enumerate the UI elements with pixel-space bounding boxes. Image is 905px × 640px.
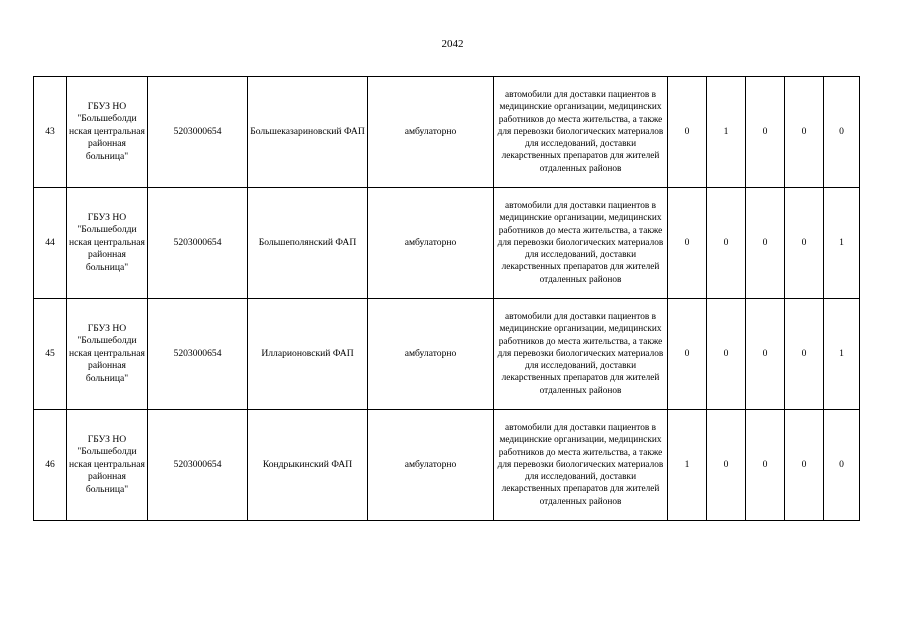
value-cell-3: 0 xyxy=(746,188,785,299)
code-cell: 5203000654 xyxy=(148,188,248,299)
value-cell-4: 0 xyxy=(785,77,824,188)
organization-cell: ГБУЗ НО "Большеболди нская центральная районная больница" xyxy=(67,77,148,188)
value-cell-1: 0 xyxy=(668,188,707,299)
value-cell-3: 0 xyxy=(746,77,785,188)
value-cell-5: 1 xyxy=(824,188,860,299)
value-cell-2: 1 xyxy=(707,77,746,188)
table-row xyxy=(34,188,860,299)
unit-cell: Илларионовский ФАП xyxy=(248,299,368,410)
organization-cell: ГБУЗ НО "Большеболди нская центральная районная больница" xyxy=(67,188,148,299)
value-cell-3: 0 xyxy=(746,299,785,410)
care-type-cell: амбулаторно xyxy=(368,299,494,410)
value-cell-3: 0 xyxy=(746,410,785,521)
value-cell-5: 0 xyxy=(824,410,860,521)
table-row xyxy=(34,77,860,188)
organization-cell: ГБУЗ НО "Большеболди нская центральная районная больница" xyxy=(67,299,148,410)
purpose-cell: автомобили для доставки пациентов в медицинские организации, медицинских работников до места жительства, а также для перевозки биологических материалов для исследований, доставки лекарственных препаратов для жителей отдаленных районов xyxy=(494,188,668,299)
value-cell-5: 0 xyxy=(824,77,860,188)
care-type-cell: амбулаторно xyxy=(368,188,494,299)
value-cell-2: 0 xyxy=(707,188,746,299)
value-cell-4: 0 xyxy=(785,299,824,410)
purpose-cell: автомобили для доставки пациентов в медицинские организации, медицинских работников до места жительства, а также для перевозки биологических материалов для исследований, доставки лекарственных препаратов для жителей отдаленных районов xyxy=(494,77,668,188)
code-cell: 5203000654 xyxy=(148,77,248,188)
row-number-cell: 44 xyxy=(34,188,67,299)
unit-cell: Кондрыкинский ФАП xyxy=(248,410,368,521)
table-row xyxy=(34,410,860,521)
value-cell-2: 0 xyxy=(707,410,746,521)
value-cell-2: 0 xyxy=(707,299,746,410)
value-cell-1: 0 xyxy=(668,299,707,410)
value-cell-4: 0 xyxy=(785,410,824,521)
row-number-cell: 43 xyxy=(34,77,67,188)
code-cell: 5203000654 xyxy=(148,410,248,521)
unit-cell: Большеказариновский ФАП xyxy=(248,77,368,188)
row-number-cell: 46 xyxy=(34,410,67,521)
page-number: 2042 xyxy=(441,38,464,50)
vehicle-table xyxy=(33,76,860,521)
value-cell-1: 0 xyxy=(668,77,707,188)
care-type-cell: амбулаторно xyxy=(368,410,494,521)
care-type-cell: амбулаторно xyxy=(368,77,494,188)
unit-cell: Большеполянский ФАП xyxy=(248,188,368,299)
organization-cell: ГБУЗ НО "Большеболди нская центральная районная больница" xyxy=(67,410,148,521)
value-cell-1: 1 xyxy=(668,410,707,521)
purpose-cell: автомобили для доставки пациентов в медицинские организации, медицинских работников до места жительства, а также для перевозки биологических материалов для исследований, доставки лекарственных препаратов для жителей отдаленных районов xyxy=(494,299,668,410)
row-number-cell: 45 xyxy=(34,299,67,410)
value-cell-4: 0 xyxy=(785,188,824,299)
table-row xyxy=(34,299,860,410)
code-cell: 5203000654 xyxy=(148,299,248,410)
purpose-cell: автомобили для доставки пациентов в медицинские организации, медицинских работников до места жительства, а также для перевозки биологических материалов для исследований, доставки лекарственных препаратов для жителей отдаленных районов xyxy=(494,410,668,521)
value-cell-5: 1 xyxy=(824,299,860,410)
